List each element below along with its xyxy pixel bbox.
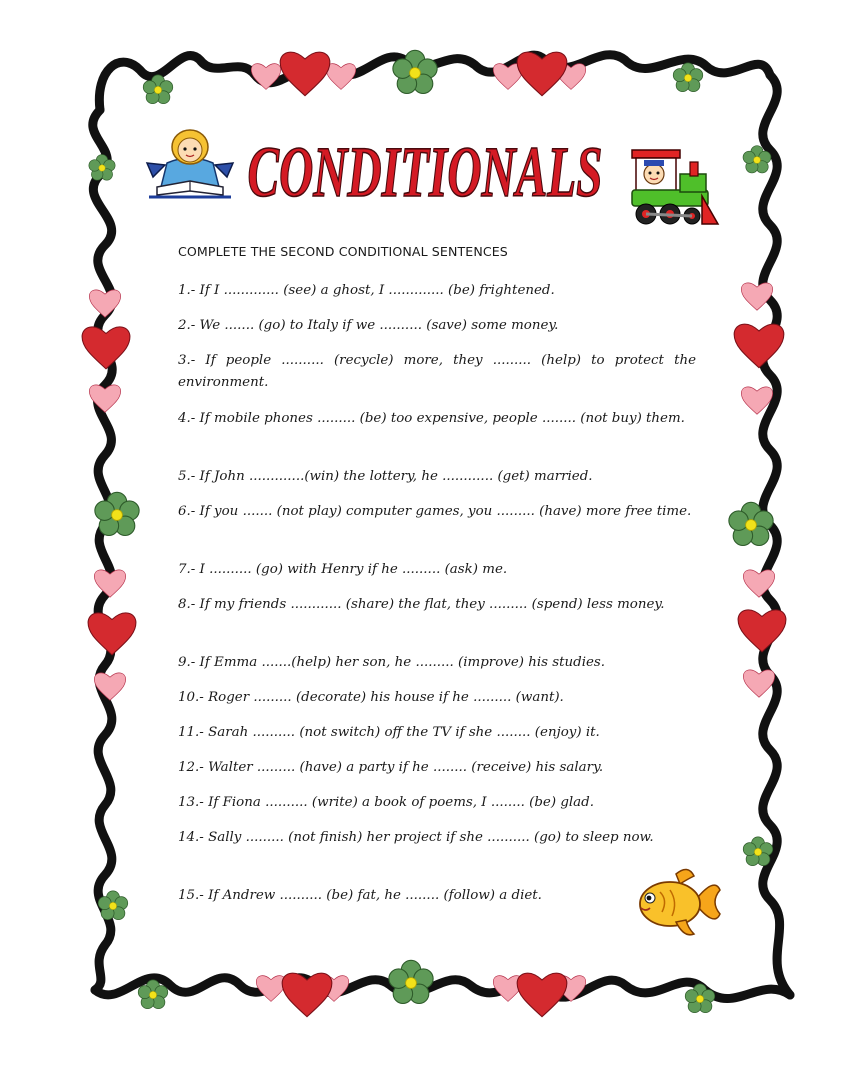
sentence-10: 10.- Roger ......... (decorate) his house if he ......... (want). <box>178 690 564 705</box>
sentence-4: 4.- If mobile phones ......... (be) too expensive, people ........ (not buy) them. <box>178 411 685 426</box>
sentence-1: 1.- If I ............. (see) a ghost, I ............. (be) frightened. <box>178 283 555 298</box>
sentence-13: 13.- If Fiona .......... (write) a book of poems, I ........ (be) glad. <box>178 795 594 810</box>
sentence-12: 12.- Walter ......... (have) a party if he ........ (receive) his salary. <box>178 760 604 775</box>
sentence-9: 9.- If Emma .......(help) her son, he ......... (improve) his studies. <box>178 655 606 670</box>
sentence-5: 5.- If John .............(win) the lottery, he ............ (get) married. <box>178 469 593 484</box>
sentence-15: 15.- If Andrew .......... (be) fat, he ........ (follow) a diet. <box>178 888 542 903</box>
instructions: COMPLETE THE SECOND CONDITIONAL SENTENCES <box>178 244 508 259</box>
girl-reading-icon <box>145 125 235 200</box>
toy-train-icon <box>628 140 720 228</box>
worksheet-body <box>178 244 696 903</box>
sentence-6: 6.- If you ....... (not play) computer games, you ......... (have) more free time. <box>178 504 692 519</box>
sentence-8: 8.- If my friends ............ (share) the flat, they ......... (spend) less money. <box>178 597 665 612</box>
sentence-14: 14.- Sally ......... (not finish) her project if she .......... (go) to sleep now. <box>178 830 654 845</box>
worksheet-title <box>240 118 610 214</box>
title-text: CONDITIONALS <box>247 132 603 212</box>
sentence-11: 11.- Sarah .......... (not switch) off the TV if she ........ (enjoy) it. <box>178 725 600 740</box>
sentence-7: 7.- I .......... (go) with Henry if he ......... (ask) me. <box>178 562 508 577</box>
sentence-2: 2.- We ....... (go) to Italy if we .......... (save) some money. <box>178 318 559 333</box>
sentence-3: 3.- If people .......... (recycle) more, they ......... (help) to protect the environment. <box>178 353 696 390</box>
